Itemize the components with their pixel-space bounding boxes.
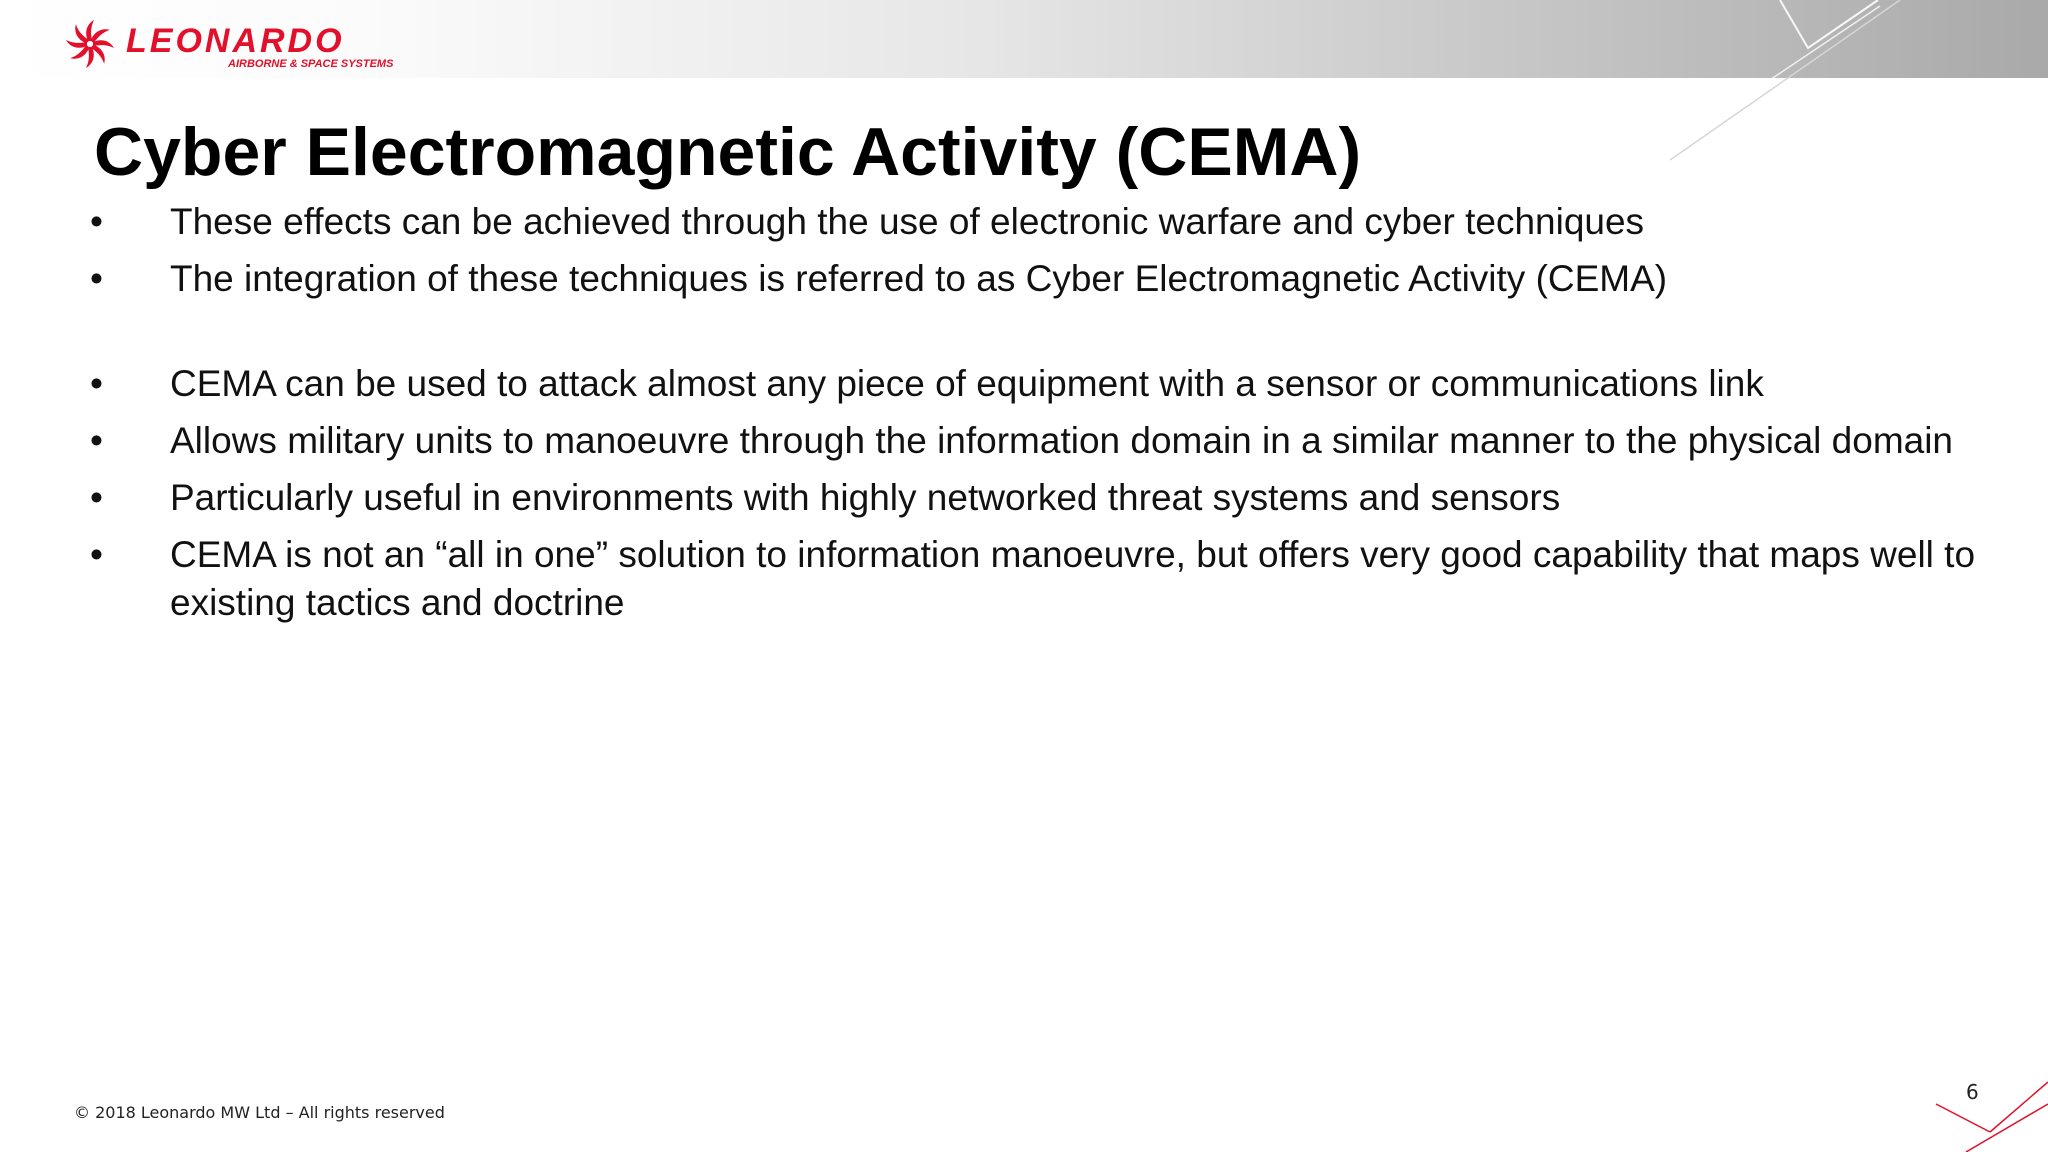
bullet-item [90,198,1990,246]
bullet-marker: • [90,363,103,404]
logo-subtitle: AIRBORNE & SPACE SYSTEMS [228,58,394,70]
bullet-text: These effects can be achieved through the use of electronic warfare and cyber techniques [170,201,1645,242]
page-number: 6 [1966,1080,1979,1104]
bullet-marker: • [90,534,103,575]
bullet-text: Particularly useful in environments with highly networked threat systems and sensors [170,477,1561,518]
slide-title: Cyber Electromagnetic Activity (CEMA) [94,114,1362,190]
bullet-text: Allows military units to manoeuvre through the information domain in a similar manner to the physical domain [170,420,1954,461]
bullet-item [90,474,1990,522]
leonardo-star-icon [64,18,116,70]
bullet-text: CEMA can be used to attack almost any piece of equipment with a sensor or communications link [170,363,1764,404]
bullet-item [90,360,1990,408]
logo-wordmark: LEONARDO [126,22,345,60]
bullet-marker: • [90,420,103,461]
bullet-item [90,531,1990,627]
bullet-item [90,255,1990,303]
bullet-text: CEMA is not an “all in one” solution to information manoeuvre, but offers very good capability that maps well to existing tactics and doctrine [170,534,1976,623]
copyright-footer: © 2018 Leonardo MW Ltd – All rights reserved [74,1103,445,1122]
bullet-marker: • [90,258,103,299]
bullet-item [90,417,1990,465]
bullet-text: The integration of these techniques is referred to as Cyber Electromagnetic Activity (CEMA) [170,258,1668,299]
bullet-list [90,198,1990,636]
bullet-marker: • [90,201,103,242]
bullet-marker: • [90,477,103,518]
